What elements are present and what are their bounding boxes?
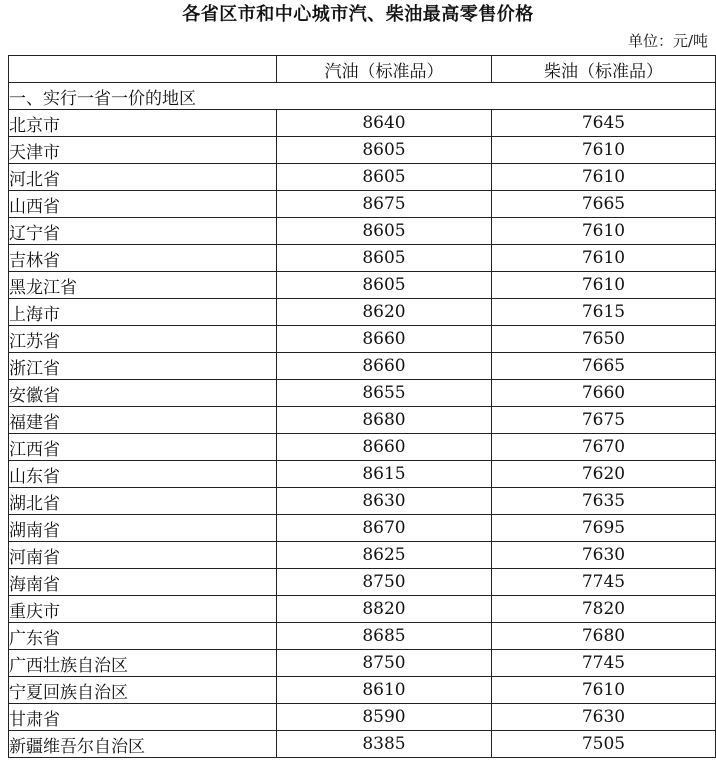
table-row bbox=[9, 380, 716, 407]
table-row bbox=[9, 731, 716, 758]
diesel-price-cell: 7630 bbox=[492, 542, 716, 569]
gasoline-price-cell: 8820 bbox=[277, 596, 492, 623]
region-cell: 山西省 bbox=[9, 191, 277, 218]
table-row bbox=[9, 488, 716, 515]
table-row bbox=[9, 569, 716, 596]
region-cell: 新疆维吾尔自治区 bbox=[9, 731, 277, 758]
price-table bbox=[8, 55, 716, 758]
table-row bbox=[9, 434, 716, 461]
diesel-price-cell: 7610 bbox=[492, 245, 716, 272]
table-row bbox=[9, 353, 716, 380]
gasoline-price-cell: 8630 bbox=[277, 488, 492, 515]
region-cell: 湖北省 bbox=[9, 488, 277, 515]
region-cell: 宁夏回族自治区 bbox=[9, 677, 277, 704]
region-cell: 北京市 bbox=[9, 110, 277, 137]
diesel-price-cell: 7670 bbox=[492, 434, 716, 461]
diesel-price-cell: 7645 bbox=[492, 110, 716, 137]
table-row bbox=[9, 677, 716, 704]
table-row bbox=[9, 704, 716, 731]
section-label: 一、实行一省一价的地区 bbox=[9, 83, 716, 110]
gasoline-price-cell: 8605 bbox=[277, 218, 492, 245]
table-row bbox=[9, 326, 716, 353]
header-region bbox=[9, 56, 277, 83]
region-cell: 甘肃省 bbox=[9, 704, 277, 731]
table-row bbox=[9, 191, 716, 218]
gasoline-price-cell: 8615 bbox=[277, 461, 492, 488]
table-row bbox=[9, 542, 716, 569]
region-cell: 江西省 bbox=[9, 434, 277, 461]
region-cell: 重庆市 bbox=[9, 596, 277, 623]
gasoline-price-cell: 8655 bbox=[277, 380, 492, 407]
header-diesel: 柴油（标准品） bbox=[492, 56, 716, 83]
region-cell: 浙江省 bbox=[9, 353, 277, 380]
table-row bbox=[9, 596, 716, 623]
diesel-price-cell: 7675 bbox=[492, 407, 716, 434]
diesel-price-cell: 7695 bbox=[492, 515, 716, 542]
gasoline-price-cell: 8605 bbox=[277, 164, 492, 191]
region-cell: 湖南省 bbox=[9, 515, 277, 542]
table-row bbox=[9, 407, 716, 434]
gasoline-price-cell: 8640 bbox=[277, 110, 492, 137]
diesel-price-cell: 7505 bbox=[492, 731, 716, 758]
page-title: 各省区市和中心城市汽、柴油最高零售价格 bbox=[182, 4, 534, 25]
region-cell: 江苏省 bbox=[9, 326, 277, 353]
gasoline-price-cell: 8605 bbox=[277, 272, 492, 299]
gasoline-price-cell: 8660 bbox=[277, 326, 492, 353]
table-row bbox=[9, 245, 716, 272]
table-header-row bbox=[9, 56, 716, 83]
gasoline-price-cell: 8385 bbox=[277, 731, 492, 758]
diesel-price-cell: 7665 bbox=[492, 191, 716, 218]
table-row bbox=[9, 650, 716, 677]
region-cell: 河南省 bbox=[9, 542, 277, 569]
price-table-body bbox=[9, 83, 716, 758]
diesel-price-cell: 7610 bbox=[492, 137, 716, 164]
gasoline-price-cell: 8620 bbox=[277, 299, 492, 326]
header-gasoline: 汽油（标准品） bbox=[277, 56, 492, 83]
region-cell: 广东省 bbox=[9, 623, 277, 650]
diesel-price-cell: 7660 bbox=[492, 380, 716, 407]
table-row bbox=[9, 272, 716, 299]
gasoline-price-cell: 8610 bbox=[277, 677, 492, 704]
gasoline-price-cell: 8590 bbox=[277, 704, 492, 731]
table-row bbox=[9, 137, 716, 164]
diesel-price-cell: 7635 bbox=[492, 488, 716, 515]
gasoline-price-cell: 8675 bbox=[277, 191, 492, 218]
gasoline-price-cell: 8680 bbox=[277, 407, 492, 434]
table-row bbox=[9, 515, 716, 542]
diesel-price-cell: 7650 bbox=[492, 326, 716, 353]
region-cell: 吉林省 bbox=[9, 245, 277, 272]
diesel-price-cell: 7745 bbox=[492, 650, 716, 677]
region-cell: 安徽省 bbox=[9, 380, 277, 407]
region-cell: 山东省 bbox=[9, 461, 277, 488]
diesel-price-cell: 7610 bbox=[492, 218, 716, 245]
diesel-price-cell: 7620 bbox=[492, 461, 716, 488]
gasoline-price-cell: 8605 bbox=[277, 137, 492, 164]
gasoline-price-cell: 8660 bbox=[277, 353, 492, 380]
table-row bbox=[9, 110, 716, 137]
region-cell: 福建省 bbox=[9, 407, 277, 434]
region-cell: 辽宁省 bbox=[9, 218, 277, 245]
region-cell: 上海市 bbox=[9, 299, 277, 326]
diesel-price-cell: 7680 bbox=[492, 623, 716, 650]
table-row bbox=[9, 461, 716, 488]
diesel-price-cell: 7610 bbox=[492, 272, 716, 299]
region-cell: 广西壮族自治区 bbox=[9, 650, 277, 677]
gasoline-price-cell: 8625 bbox=[277, 542, 492, 569]
diesel-price-cell: 7665 bbox=[492, 353, 716, 380]
region-cell: 海南省 bbox=[9, 569, 277, 596]
region-cell: 天津市 bbox=[9, 137, 277, 164]
gasoline-price-cell: 8685 bbox=[277, 623, 492, 650]
diesel-price-cell: 7610 bbox=[492, 677, 716, 704]
gasoline-price-cell: 8670 bbox=[277, 515, 492, 542]
gasoline-price-cell: 8605 bbox=[277, 245, 492, 272]
unit-label: 单位：元/吨 bbox=[627, 32, 708, 50]
gasoline-price-cell: 8750 bbox=[277, 650, 492, 677]
table-row bbox=[9, 164, 716, 191]
table-row bbox=[9, 623, 716, 650]
region-cell: 黑龙江省 bbox=[9, 272, 277, 299]
diesel-price-cell: 7630 bbox=[492, 704, 716, 731]
diesel-price-cell: 7820 bbox=[492, 596, 716, 623]
diesel-price-cell: 7615 bbox=[492, 299, 716, 326]
region-cell: 河北省 bbox=[9, 164, 277, 191]
gasoline-price-cell: 8750 bbox=[277, 569, 492, 596]
table-row bbox=[9, 218, 716, 245]
gasoline-price-cell: 8660 bbox=[277, 434, 492, 461]
section-row bbox=[9, 83, 716, 110]
diesel-price-cell: 7610 bbox=[492, 164, 716, 191]
diesel-price-cell: 7745 bbox=[492, 569, 716, 596]
table-row bbox=[9, 299, 716, 326]
